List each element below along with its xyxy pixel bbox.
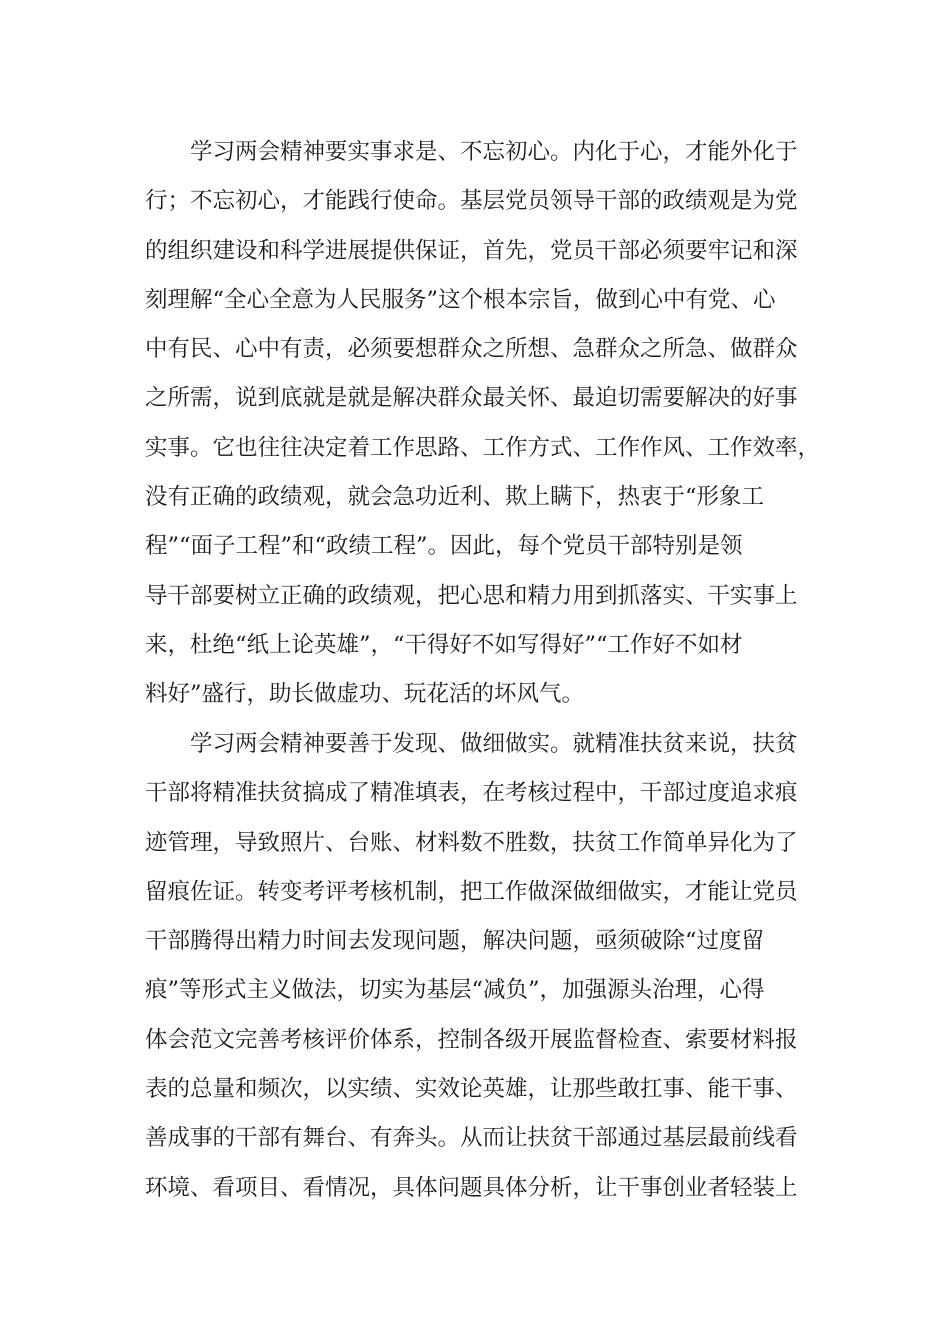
text-line: 环境、看项目、看情况，具体问题具体分析，让干事创业者轻装上 [145, 1174, 798, 1201]
text-line: 学习两会精神要实事求是、不忘初心。内化于心，才能外化于 [145, 139, 798, 165]
paragraph-2 [145, 720, 825, 1213]
text-line: 干部将精准扶贫搞成了精准填表，在考核过程中，干部过度追求痕 [145, 780, 798, 807]
text-line: 刻理解“全心全意为人民服务”这个根本宗旨，做到心中有党、心 [145, 286, 776, 313]
text-line: 痕”等形式主义做法，切实为基层“减负”，加强源头治理，心得 [145, 977, 765, 1004]
text-line: 来，杜绝“纸上论英雄”，“干得好不如写得好”“工作好不如材 [145, 631, 743, 658]
text-line: 之所需，说到底就是就是解决群众最关怀、最迫切需要解决的好事 [145, 385, 798, 412]
text-line: 体会范文完善考核评价体系，控制各级开展监督检查、索要材料报 [145, 1026, 798, 1053]
text-line: 干部腾得出精力时间去发现问题，解决问题，亟须破除“过度留 [145, 928, 765, 955]
text-line: 善成事的干部有舞台、有奔头。从而让扶贫干部通过基层最前线看 [145, 1125, 798, 1152]
text-line: 没有正确的政绩观，就会急功近利、欺上瞒下，热衷于“形象工 [145, 484, 765, 511]
text-line: 学习两会精神要善于发现、做细做实。就精准扶贫来说，扶贫 [145, 731, 798, 757]
text-line: 中有民、心中有责，必须要想群众之所想、急群众之所急、做群众 [145, 336, 798, 363]
text-line: 的组织建设和科学进展提供保证，首先，党员干部必须要牢记和深 [145, 237, 798, 264]
text-line: 迹管理，导致照片、台账、材料数不胜数，扶贫工作简单异化为了 [145, 829, 798, 856]
text-line: 表的总量和频次，以实绩、实效论英雄，让那些敢扛事、能干事、 [145, 1076, 798, 1103]
paragraph-1 [145, 128, 825, 720]
text-line: 料好”盛行，助长做虚功、玩花活的坏风气。 [145, 681, 585, 708]
text-line: 留痕佐证。转变考评考核机制，把工作做深做细做实，才能让党员 [145, 878, 798, 905]
text-line: 程”“面子工程”和“政绩工程”。因此，每个党员干部特别是领 [145, 533, 743, 560]
text-line: 行；不忘初心，才能践行使命。基层党员领导干部的政绩观是为党 [145, 188, 798, 215]
text-line: 实事。它也往往决定着工作思路、工作方式、工作作风、工作效率， [145, 434, 821, 461]
text-line: 导干部要树立正确的政绩观，把心思和精力用到抓落实、干实事上 [145, 582, 798, 609]
